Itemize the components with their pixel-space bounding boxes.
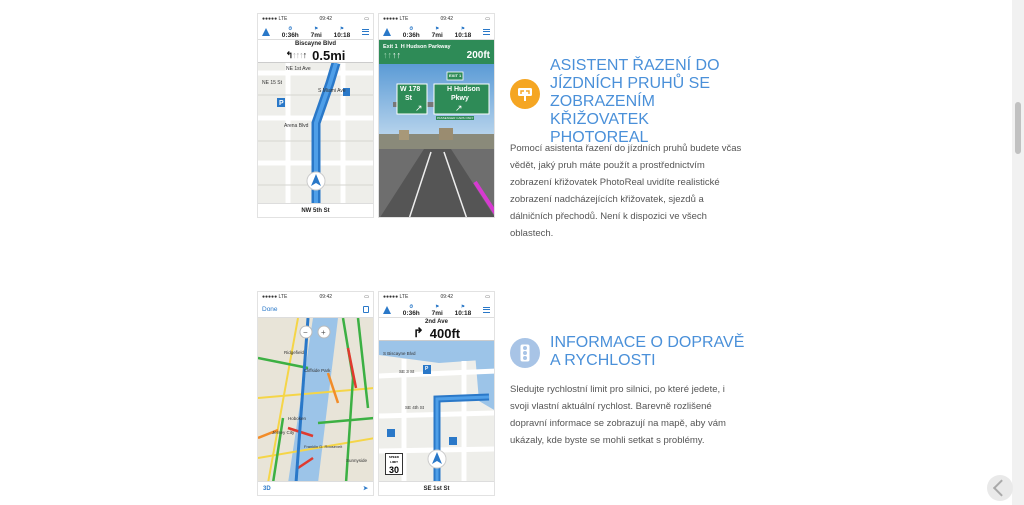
- turn-instruction: [258, 48, 373, 63]
- map-label: Cliffside Park: [304, 368, 331, 373]
- stat-arrival: ⚑ 10:18: [333, 25, 351, 39]
- flag-icon: ⚑: [435, 303, 440, 309]
- svg-text:P: P: [279, 100, 284, 107]
- scrollbar-thumb[interactable]: [1015, 102, 1021, 154]
- position-arrow-icon: [383, 28, 391, 36]
- sign-note: PASSENGER CARS ONLY: [437, 116, 474, 120]
- lane-assist-icon: [510, 79, 540, 109]
- map-footer: [258, 481, 373, 495]
- battery-icon: ▭: [485, 294, 490, 300]
- map-label: SE 4th St: [405, 405, 425, 410]
- map-label: S Miami Ave: [318, 88, 346, 94]
- map-label: S Biscayne Blvd: [383, 351, 416, 356]
- stat-duration: ⏱ 0:36h: [402, 303, 420, 317]
- turn-distance: 400ft: [429, 325, 461, 341]
- svg-text:+: +: [321, 328, 326, 337]
- map-header: [258, 302, 373, 318]
- menu-icon[interactable]: [483, 29, 490, 35]
- flag-icon: ⚑: [460, 25, 465, 31]
- sign-right-bottom: Pkwy: [451, 95, 469, 102]
- map-label: NE 15 St: [262, 80, 283, 86]
- map-view[interactable]: [379, 341, 494, 481]
- back-to-top-button[interactable]: [987, 475, 1013, 501]
- carrier-label: ●●●●● LTE: [262, 16, 288, 22]
- clock-label: 09:42: [440, 294, 454, 300]
- screenshot-speed-limit: [378, 291, 495, 496]
- section-title-lane-assist: ASISTENT ŘAZENÍ DO JÍZDNÍCH PRUHŮ SE ZOBRAZENÍM KŘIŽOVATEK PHOTOREAL: [550, 57, 720, 146]
- map-label: Arena Blvd: [284, 123, 309, 129]
- clock-label: 09:42: [440, 16, 454, 22]
- clock-icon: ⏱: [409, 303, 414, 309]
- traffic-light-icon: [520, 344, 530, 362]
- sign-left-top: W 178: [400, 86, 421, 93]
- position-arrow-icon: [383, 306, 391, 314]
- turn-right-icon: ↱: [412, 325, 424, 340]
- status-bar: [258, 14, 373, 24]
- map-label: Hoboken: [288, 416, 307, 421]
- carrier-label: ●●●●● LTE: [383, 294, 409, 300]
- page-scrollbar[interactable]: [1012, 0, 1024, 505]
- position-arrow-icon: [262, 28, 270, 36]
- carrier-label: ●●●●● LTE: [383, 16, 409, 22]
- battery-icon: ▭: [485, 16, 490, 22]
- stat-duration: ⏱ 0:36h: [402, 25, 420, 39]
- status-bar: [258, 292, 373, 302]
- status-bar: [379, 292, 494, 302]
- sign-exit-tag: EXIT 1: [449, 73, 462, 78]
- speed-limit-label: SPEED LIMIT: [388, 455, 400, 464]
- map-label: SE 3 St: [399, 369, 415, 374]
- turn-instruction: [379, 326, 494, 341]
- screenshot-traffic-map: [257, 291, 374, 496]
- locate-icon[interactable]: ➤: [362, 486, 368, 492]
- clock-label: 09:42: [319, 294, 333, 300]
- next-street: 2nd Ave: [379, 318, 494, 326]
- map-label: NE 1st Ave: [286, 66, 311, 72]
- exit-label: Exit 1: [383, 43, 398, 50]
- current-street: NW 5th St: [258, 203, 373, 217]
- svg-text:↗: ↗: [455, 103, 463, 113]
- done-button[interactable]: Done: [262, 306, 278, 313]
- clock-icon: ⏱: [288, 25, 293, 31]
- sign-right-top: H Hudson: [447, 86, 481, 93]
- clock-label: 09:42: [319, 16, 333, 22]
- speed-limit-value: 30: [388, 465, 399, 475]
- traffic-info-icon: [510, 338, 540, 368]
- turn-distance: 0.5mi: [312, 47, 346, 63]
- battery-icon: ▭: [364, 16, 369, 22]
- nav-header: [379, 302, 494, 318]
- map-label: Sunnyside: [346, 458, 368, 463]
- stat-distance: ⚑ 7mi: [431, 25, 443, 39]
- clock-icon: ⏱: [409, 25, 414, 31]
- screenshot-lane-assist-map: [257, 13, 374, 218]
- speed-limit-sign: [385, 453, 403, 475]
- map-label: P: [425, 366, 429, 372]
- traffic-map-view[interactable]: [258, 318, 373, 483]
- highway-instruction: [379, 40, 494, 64]
- stat-duration: ⏱ 0:36h: [281, 25, 299, 39]
- section-title-traffic: INFORMACE O DOPRAVĚ A RYCHLOSTI: [550, 334, 745, 369]
- menu-icon[interactable]: [483, 307, 490, 313]
- stat-arrival: ⚑ 10:18: [454, 303, 472, 317]
- status-bar: [379, 14, 494, 24]
- screenshot-photoreal-junction: [378, 13, 495, 218]
- share-icon[interactable]: [363, 306, 369, 313]
- section-body-traffic: Sledujte rychlostní limit pro silnici, po které jedete, i svoji vlastní aktuální rychlost. Barevně rozlišené dopravní informace se zobrazují na mapě, aby vám ukázaly, kde byste se mohli setkat s problémy.: [510, 384, 726, 446]
- sign-left-bottom: St: [405, 95, 412, 102]
- current-street: SE 1st St: [379, 481, 494, 495]
- 3d-toggle-button[interactable]: 3D: [263, 486, 271, 492]
- stat-arrival: ⚑ 10:18: [454, 25, 472, 39]
- highway-name: H Hudson Parkway: [400, 43, 451, 50]
- map-label: Jersey City: [272, 430, 295, 435]
- carrier-label: ●●●●● LTE: [262, 294, 288, 300]
- flag-icon: ⚑: [314, 25, 319, 31]
- menu-icon[interactable]: [362, 29, 369, 35]
- battery-icon: ▭: [364, 294, 369, 300]
- nav-header: [258, 24, 373, 40]
- lane-arrows-icon: ↑↑↑↑: [383, 50, 401, 60]
- flag-icon: ⚑: [435, 25, 440, 31]
- section-body-lane-assist: Pomocí asistenta řazení do jízdních pruhů budete včas vědět, jaký pruh máte použít a prostřednictvím zobrazení křižovatek PhotoReal uvidíte realistické zobrazení nadcházejících křižovatek, sjezdů a dálničních přechodů. Není k dispozici ve všech oblastech.: [510, 143, 742, 239]
- svg-text:↗: ↗: [415, 103, 423, 113]
- nav-header: [379, 24, 494, 40]
- photoreal-view: [379, 64, 494, 218]
- road-sign-icon: [517, 87, 533, 101]
- stat-distance: ⚑ 7mi: [310, 25, 322, 39]
- map-label: Ridgefield: [284, 350, 305, 355]
- turn-distance: 200ft: [466, 49, 490, 61]
- lane-arrows-icon: ↰↑↑↑↑: [285, 49, 307, 60]
- map-label: Franklin D. Roosevelt: [304, 444, 343, 449]
- svg-text:−: −: [303, 328, 308, 337]
- stat-distance: ⚑ 7mi: [431, 303, 443, 317]
- next-street: Biscayne Blvd: [258, 40, 373, 48]
- map-view[interactable]: [258, 63, 373, 203]
- flag-icon: ⚑: [460, 303, 465, 309]
- flag-icon: ⚑: [339, 25, 344, 31]
